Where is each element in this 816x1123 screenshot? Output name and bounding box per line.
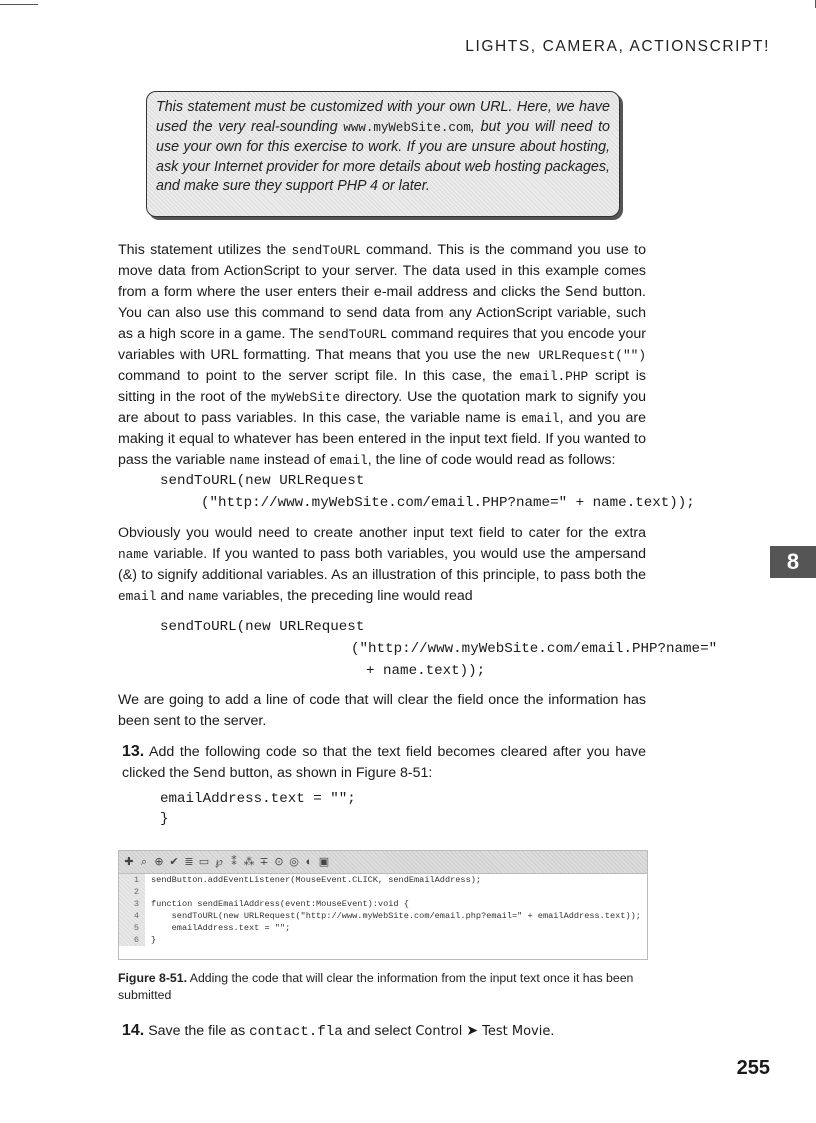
code-line: ("http://www.myWebSite.com/email.PHP?name=" + name.text));: [201, 495, 695, 511]
line-number: 2: [133, 887, 139, 897]
step-14: [122, 1020, 646, 1043]
collapse-icon: ⁑: [231, 856, 237, 868]
page-number: 255: [736, 1057, 770, 1079]
find-icon: ⌕: [140, 856, 148, 868]
inline-code: name: [118, 547, 149, 562]
inline-code: name: [229, 453, 260, 468]
code-line: sendButton.addEventListener(MouseEvent.CLICK, sendEmailAddress);: [151, 875, 482, 885]
line-number-gutter: [119, 874, 145, 946]
line-number: 3: [133, 899, 139, 909]
line-number: 6: [133, 935, 139, 945]
code-line: emailAddress.text = "";: [151, 923, 291, 933]
inline-code: email.PHP: [519, 369, 589, 384]
expand-icon: ⁂: [243, 856, 255, 868]
text: and: [156, 588, 188, 604]
inline-code: email: [521, 411, 560, 426]
code-editor[interactable]: [119, 874, 647, 946]
code-line: sendToURL(new URLRequest: [160, 473, 365, 489]
note-text: , but you will need to use your own for this exercise to work. If you are unsure about hosting, ask your Internet provider for more details about web hosting packages, and make sure they support PHP 4 or later.: [156, 118, 610, 195]
check-syntax-icon: ✔: [169, 856, 179, 868]
inline-code: myWebSite: [270, 390, 341, 405]
apply-comment-icon: ∓: [259, 856, 269, 868]
inline-code: sendToURL: [317, 327, 388, 342]
menu-arrow-icon: ➤: [462, 1023, 483, 1039]
paragraph: [118, 240, 646, 471]
code-line: ("http://www.myWebSite.com/email.PHP?name=": [351, 641, 718, 657]
line-comment-icon: ◎: [289, 856, 299, 868]
code-line: + name.text));: [366, 663, 486, 679]
code-line: }: [160, 811, 169, 827]
text: , the line of code would read as follows:: [367, 452, 616, 468]
paragraph: [118, 523, 646, 607]
inline-code: sendToURL: [291, 243, 361, 258]
text: variables, the preceding line would read: [218, 588, 473, 604]
debug-icon: ℘: [215, 856, 223, 868]
code-lines: [145, 874, 641, 946]
ui-term: Send: [192, 766, 226, 781]
chapter-tab: 8: [770, 546, 816, 578]
text: command requires that you encode your variables with URL formatting. That means that you use the: [118, 326, 647, 363]
paragraph: We are going to add a line of code that will clear the field once the information has been sent to the server.: [118, 692, 646, 729]
text: script is sitting in the root of the: [118, 368, 646, 405]
text: Add the following code so that the text field becomes cleared after you have clicked the: [122, 744, 646, 781]
ui-term: Test Movie: [482, 1024, 551, 1039]
step-number: 13.: [122, 743, 145, 760]
text: command to point to the server script file. In this case, the: [118, 368, 520, 384]
caption-label: Figure 8-51.: [118, 971, 188, 985]
text: .: [550, 1023, 555, 1039]
line-number: 1: [133, 875, 139, 885]
text: button, as shown in Figure 8-51:: [225, 765, 433, 781]
inline-code: name: [187, 589, 219, 604]
text: This statement utilizes the: [118, 242, 292, 258]
ui-term: Send: [565, 285, 598, 300]
figure-caption: [118, 970, 678, 1004]
line-number: 5: [133, 923, 139, 933]
text: Save the file as: [144, 1023, 250, 1039]
note-box: [146, 91, 620, 217]
step-number: 14.: [122, 1022, 145, 1039]
code-hint-icon: ▭: [198, 856, 210, 868]
add-statement-icon: ✚: [124, 856, 134, 868]
inline-code: contact.fla: [249, 1024, 343, 1040]
code-line: sendToURL(new URLRequest: [160, 619, 365, 635]
text: , and you are making it equal to whatever has been entered in the input text field. If you wanted to pass the variable: [118, 410, 646, 468]
inline-code: email: [118, 589, 157, 604]
remove-comment-icon: ⊙: [274, 856, 284, 868]
inline-code: email: [329, 453, 368, 468]
text: instead of: [259, 452, 330, 468]
text: Obviously you would need to create another input text field to cater for the extra: [118, 525, 646, 541]
target-icon: ⊕: [154, 856, 164, 868]
line-number: 4: [133, 911, 139, 921]
text: and select: [342, 1023, 416, 1039]
code-line: function sendEmailAddress(event:MouseEvent):void {: [151, 899, 409, 909]
text: button. You can also use this command to send data from any ActionScript variable, such as a high score in a game. The: [118, 284, 646, 342]
text: command. This is the command you use to move data from ActionScript to your server. The data used in this example comes from a form where the user enters their e-mail address and clicks the: [118, 242, 646, 300]
actions-panel-screenshot: [118, 850, 648, 960]
note-text: This statement must be customized with your own URL. Here, we have used the very real-sounding: [156, 99, 610, 135]
actions-toolbar: [119, 851, 647, 874]
running-head: LIGHTS, CAMERA, ACTIONSCRIPT!: [465, 38, 770, 55]
code-line: }: [151, 935, 157, 945]
help-icon: ▣: [318, 856, 330, 868]
step-13: [122, 741, 646, 784]
crop-mark: [0, 4, 38, 5]
ui-term: Control: [415, 1024, 463, 1039]
caption-text: Adding the code that will clear the information from the input text once it has been submitted: [118, 971, 634, 1002]
auto-format-icon: ≣: [184, 856, 194, 868]
script-assist-icon: ◐: [305, 856, 313, 868]
inline-code: new URLRequest(""): [506, 348, 646, 363]
code-line: [151, 886, 641, 898]
text: variable. If you wanted to pass both variables, you would use the ampersand (&) to signify additional variables. As an illustration of this principle, to pass both the: [118, 546, 646, 583]
code-line: emailAddress.text = "";: [160, 791, 356, 807]
text: directory. Use the quotation mark to signify you are about to pass variables. In this case, the variable name is: [118, 389, 646, 426]
code-line: sendToURL(new URLRequest("http://www.myWebSite.com/email.php?email=" + emailAddress.text));: [151, 911, 641, 921]
note-url: www.myWebSite.com: [343, 120, 471, 135]
